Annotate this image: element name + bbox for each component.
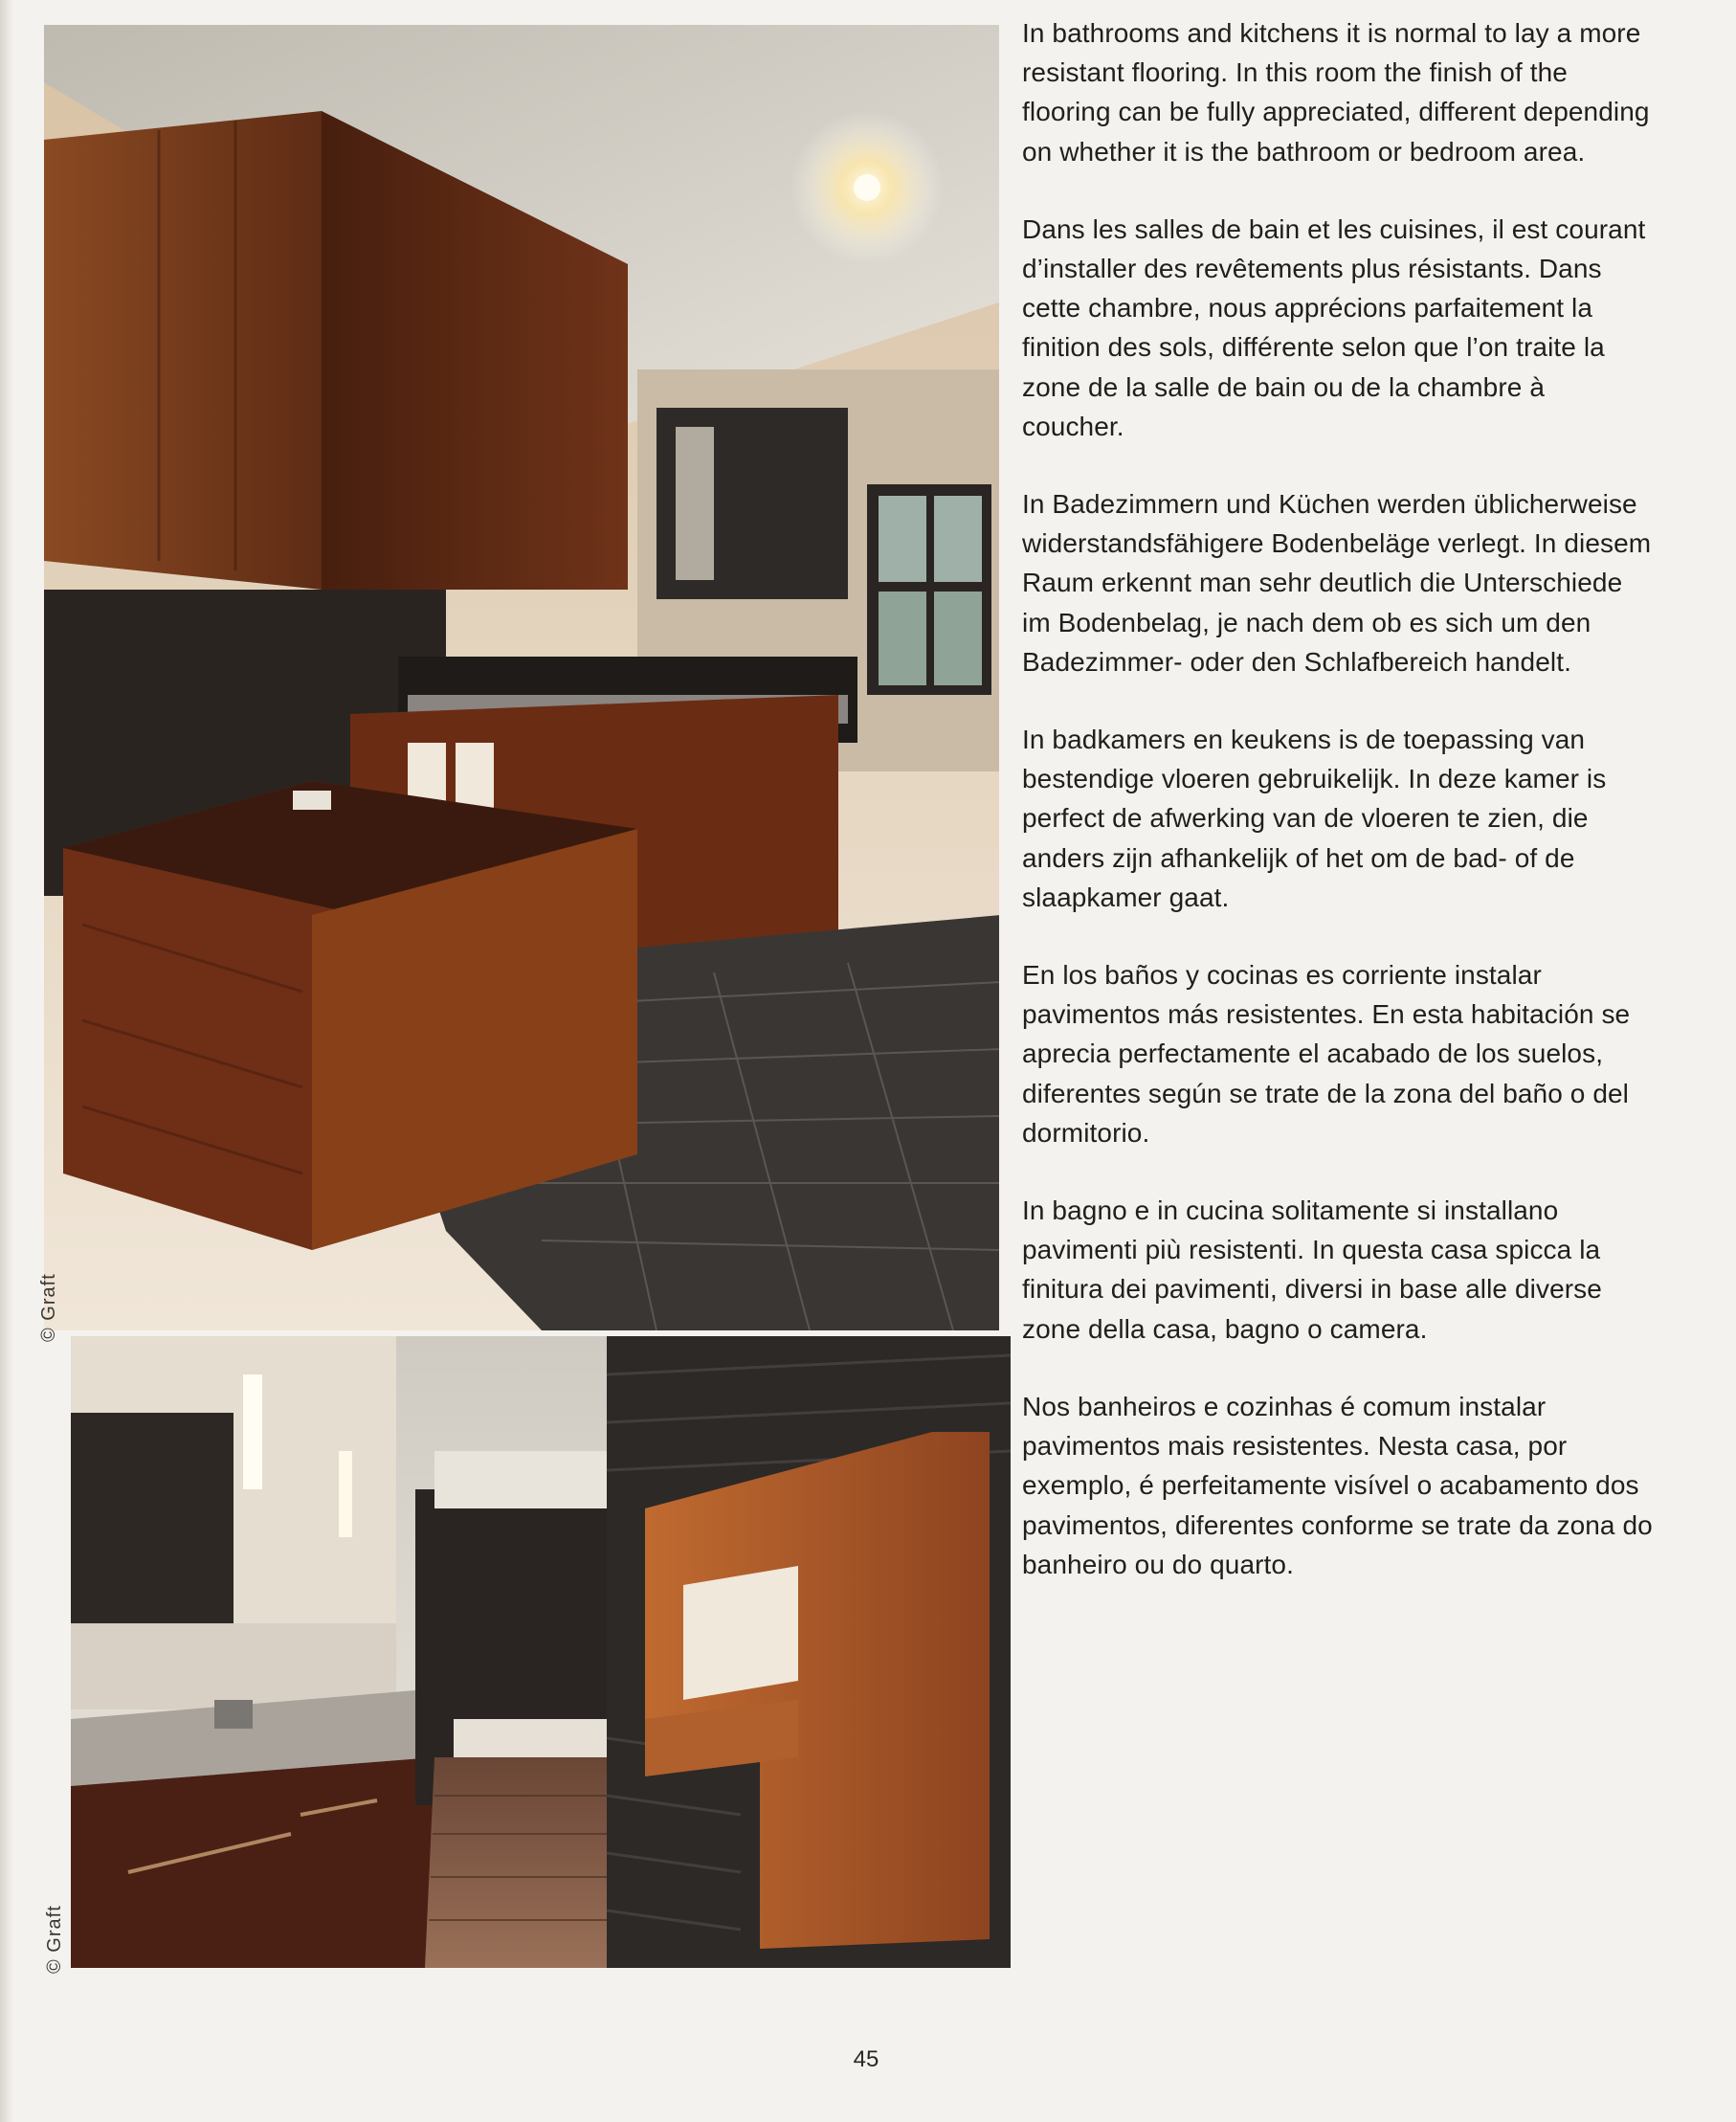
paragraph-italian: In bagno e in cucina solitamente si installano pavimenti più resistenti. In questa casa spicca la finitura dei pavimenti, diversi in base alle diverse zone della casa, bagno o camera. (1022, 1195, 1602, 1344)
photo-credit-top: © Graft (38, 1273, 59, 1342)
paragraph-german: In Badezimmern und Küchen werden üblicherweise widerstandsfähigere Bodenbeläge verlegt. In diesem Raum erkennt man sehr deutlich die Unterschiede im Bodenbelag, je nach dem ob es sich um den Badezimmer- oder den Schlafbereich handelt. (1022, 489, 1652, 677)
paragraph-english: In bathrooms and kitchens it is normal to lay a more resistant flooring. In this room the finish of the flooring can be fully appreciated, different depending on whether it is the bathroom or bedroom area. (1022, 18, 1650, 167)
photo-credit-bottom: © Graft (44, 1905, 65, 1974)
paragraph-spanish: En los baños y cocinas es corriente instalar pavimentos más resistentes. En esta habitación se aprecia perfectamente el acabado de los suelos, diferentes según se trate de la zona del baño o del dormitorio. (1022, 960, 1631, 1148)
page-number: 45 (853, 2046, 879, 2072)
bathroom-illustration (71, 1336, 1011, 1968)
multilingual-text-column (1022, 13, 1654, 1622)
page-gutter-shadow (0, 0, 13, 2122)
kitchen-illustration (44, 25, 999, 1330)
paragraph-portuguese: Nos banheiros e cozinhas é comum instalar pavimentos mais resistentes. Nesta casa, por exemplo, é perfeitamente visível o acabamento dos pavimentos, diferentes conforme se trate da zona do banheiro ou do quarto. (1022, 1391, 1653, 1579)
kitchen-photo (44, 25, 999, 1330)
bathroom-photo (71, 1336, 1011, 1968)
paragraph-french: Dans les salles de bain et les cuisines, il est courant d’installer des revêtements plus résistants. Dans cette chambre, nous apprécions parfaitement la finition des sols, différente selon que l’on traite la zone de la salle de bain ou de la chambre à coucher. (1022, 213, 1646, 441)
paragraph-dutch: In badkamers en keukens is de toepassing van bestendige vloeren gebruikelijk. In deze kamer is perfect de afwerking van de vloeren te zien, die anders zijn afhankelijk of het om de bad- of de slaapkamer gaat. (1022, 725, 1607, 912)
